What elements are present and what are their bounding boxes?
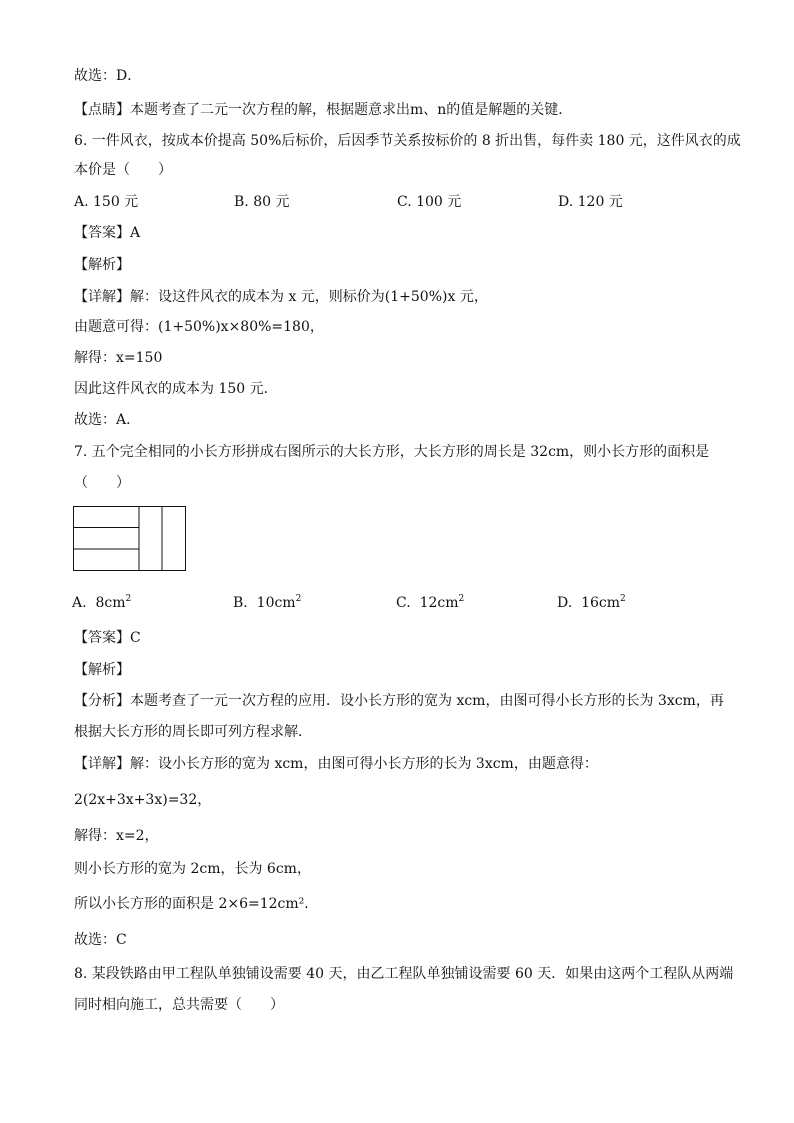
text-line: 解得：x=150 (74, 350, 163, 366)
text-line: 【详解】解：设小长方形的宽为 xcm，由图可得小长方形的长为 3xcm，由题意得： (74, 756, 598, 772)
q6-option-b: B. 80 元 (234, 194, 290, 210)
rectangles-figure (73, 506, 187, 572)
text-line: 【点睛】本题考查了二元一次方程的解，根据题意求出m、n的值是解题的关键． (74, 102, 573, 118)
text-line: 【分析】本题考查了一元一次方程的应用．设小长方形的宽为 xcm，由图可得小长方形的长为 3xcm，再 (74, 693, 724, 709)
analysis-label: 【解析】 (74, 257, 130, 273)
text-line: 解得：x=2， (74, 828, 159, 844)
question-6-stem: 6. 一件风衣，按成本价提高 50%后标价，后因季节关系按标价的 8 折出售，每件卖 180 元，这件风衣的成 (74, 133, 741, 149)
equation-line: 2(2x+3x+3x)=32， (74, 792, 212, 808)
text-line: 故选：C (74, 932, 127, 948)
q7-option-b: B. $10cm^2$ (233, 594, 302, 611)
question-7-stem: 7. 五个完全相同的小长方形拼成右图所示的大长方形，大长方形的周长是 32cm，则小长方形的面积是 (74, 444, 710, 460)
text-line: 则小长方形的宽为 2cm，长为 6cm， (74, 861, 311, 877)
q7-option-c: C. $12cm^2$ (396, 594, 465, 611)
question-8-stem-cont: 同时相向施工，总共需要（ ） (74, 997, 284, 1013)
text-line: 根据大长方形的周长即可列方程求解． (74, 724, 312, 740)
text-line: 所以小长方形的面积是 2×6=12cm²． (74, 896, 319, 912)
question-6-stem-cont: 本价是（ ） (74, 162, 172, 178)
q6-option-c: C. 100 元 (397, 194, 462, 210)
question-7-stem-cont: （ ） (74, 475, 130, 491)
analysis-label: 【解析】 (74, 662, 130, 678)
q6-option-d: D. 120 元 (558, 194, 623, 210)
question-8-stem: 8. 某段铁路由甲工程队单独铺设需要 40 天，由乙工程队单独铺设需要 60 天．如果由这两个工程队从两端 (74, 966, 734, 982)
text-line: 因此这件风衣的成本为 150 元． (74, 381, 278, 397)
answer-label: 【答案】C (74, 630, 141, 646)
q7-option-d: D. $16cm^2$ (557, 594, 626, 611)
text-line: 故选：A． (74, 412, 141, 428)
text-line: 由题意可得：(1+50%)x×80%=180， (74, 319, 324, 335)
q7-option-a: A. $8cm^2$ (72, 594, 132, 611)
text-line: 【详解】解：设这件风衣的成本为 x 元，则标价为(1+50%)x 元， (74, 289, 488, 305)
text-line: 故选：D． (74, 68, 142, 84)
q6-option-a: A. 150 元 (74, 194, 139, 210)
answer-label: 【答案】A (74, 225, 141, 241)
